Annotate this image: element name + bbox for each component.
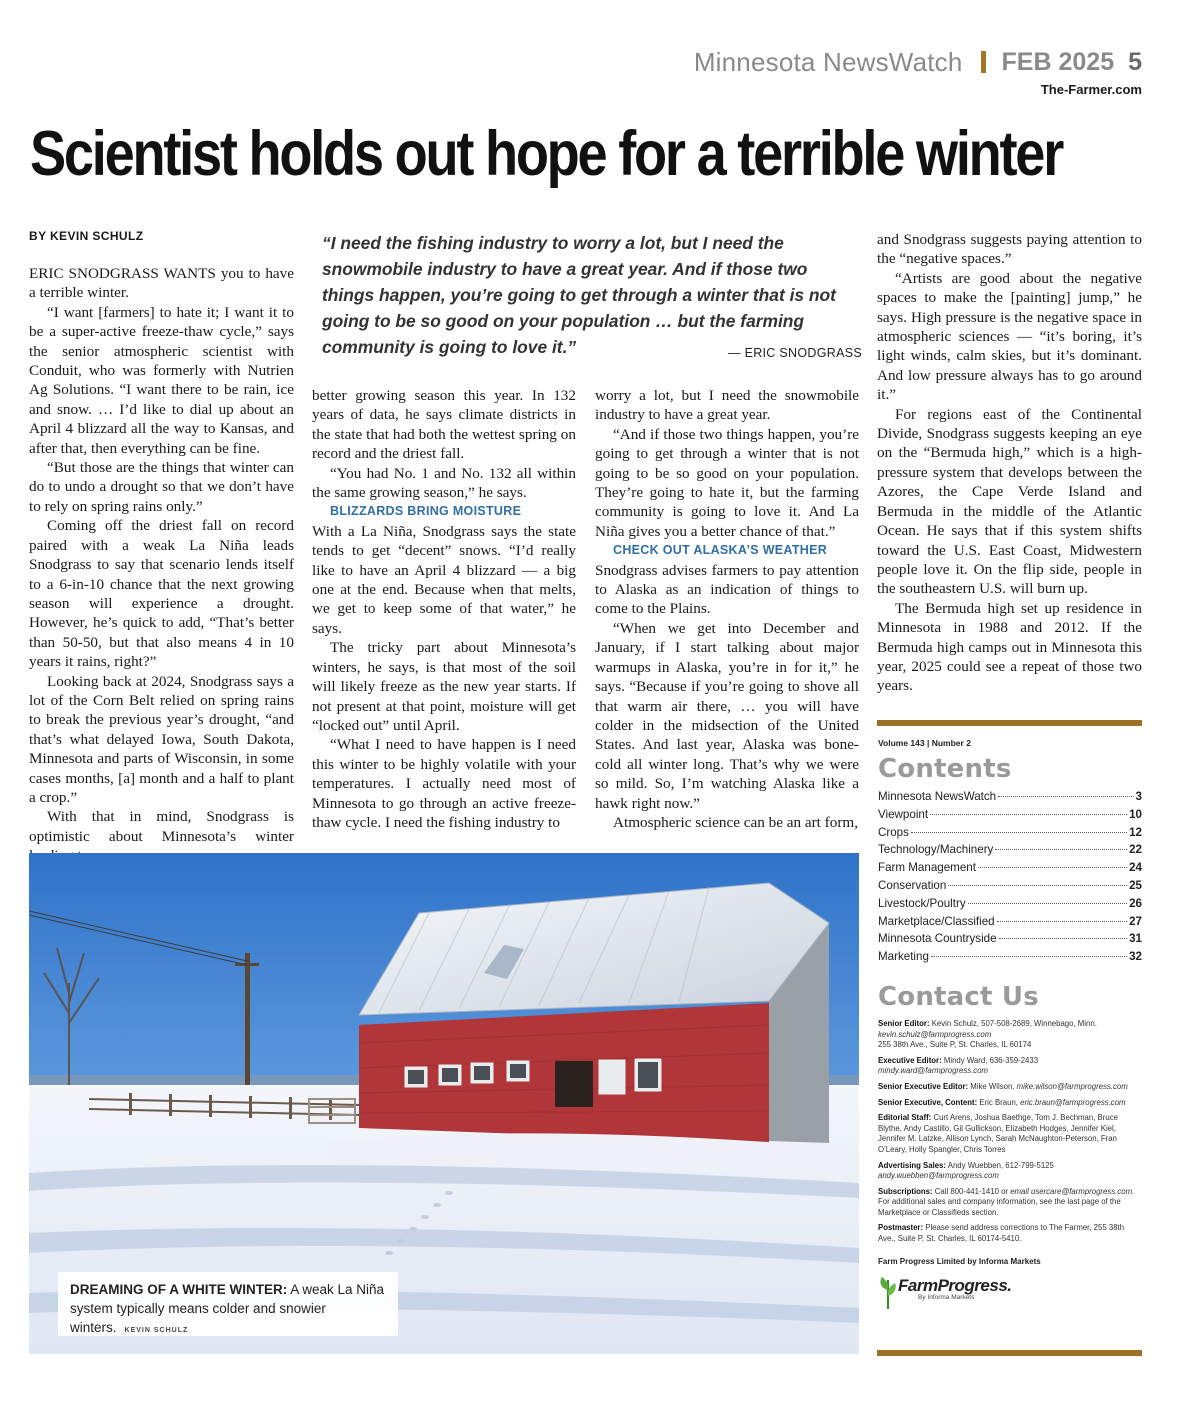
contact-advertising-sales: Advertising Sales: Andy Wuebben, 612-799-5125 andy.wuebben@farmprogress.com [878,1160,1054,1181]
paragraph: Coming off the driest fall on record paired with a weak La Niña leads Snodgrass to say that scenario lends itself to a 6-in-10 chance that the next growing season will experience a drought. However, he’s quick to add, “That’s better than 50-50, but that also means 4 in 10 years it rains, right?” [29,517,294,671]
toc-item[interactable] [878,913,1142,931]
table-of-contents [878,788,1142,966]
subhead-alaska: CHECK OUT ALASKA’S WEATHER [613,543,828,558]
contact-senior-executive-editor: Senior Executive Editor: Mike Wilson, mike.wilson@farmprogress.com [878,1081,1128,1091]
toc-label: Marketing [878,950,929,964]
photo-caption [58,1272,398,1336]
article-column-4 [877,230,1142,696]
sidebar-bottom-rule [877,1350,1142,1356]
photo-credit: KEVIN SCHULZ [124,1327,189,1334]
farm-progress-logo [878,1276,1142,1310]
paragraph: For regions east of the Continental Divide, Snodgrass suggests keeping an eye on the “Bermuda high,” which is a high-pressure system that develops between the Azores, the Cape Verde Island and Bermuda in the middle of the Atlantic Ocean. He says that if this system shifts toward the U.S. East Coast, Midwestern people love it. On the flip side, people in the southeastern U.S. will burn up. [877,405,1142,598]
volume-number: Volume 143 | Number 2 [878,738,971,748]
toc-item[interactable] [878,841,1142,859]
paragraph: worry a lot, but I need the snowmobile industry to have a great year. [595,387,859,424]
masthead [694,46,1142,78]
contact-email[interactable]: mindy.ward@farmprogress.com [878,1066,989,1076]
toc-item[interactable] [878,948,1142,966]
toc-label: Marketplace/Classified [878,914,995,928]
pull-quote-attribution: — ERIC SNODGRASS [728,346,862,360]
toc-page: 24 [1129,861,1142,875]
contact-email[interactable]: email usercare@farmprogress.com. [1010,1186,1135,1196]
toc-label: Conservation [878,878,947,892]
contact-email[interactable]: andy.wuebben@farmprogress.com [878,1171,999,1181]
subhead-blizzards: BLIZZARDS BRING MOISTURE [330,504,522,519]
toc-label: Crops [878,825,909,839]
contact-senior-executive-content: Senior Executive, Content: Eric Braun, eric.braun@farmprogress.com [878,1097,1126,1107]
toc-page: 22 [1129,843,1142,857]
toc-label: Farm Management [878,861,976,875]
caption-lead: DREAMING OF A WHITE WINTER: [70,1282,288,1297]
toc-label: Minnesota NewsWatch [878,790,997,803]
toc-label: Livestock/Poultry [878,896,966,910]
contact-email[interactable]: kevin.schulz@farmprogress.com [878,1029,992,1039]
leaf-icon [878,1276,898,1310]
sidebar-top-rule [877,720,1142,726]
article-column-3 [595,386,859,832]
paragraph: With that in mind, Snodgrass is optimistic about Minnesota’s winter [29,808,294,845]
paragraph: Looking back at 2024, Snodgrass says a lot of the Corn Belt relied on spring rains to break the previous year’s drought, “and that’s what delayed Iowa, South Dakota, Minnesota and parts of Wisconsin, in some cases months, [a] month and a half to plant a crop.” [29,672,294,806]
paragraph: ERIC SNODGRASS WANTS you to have a terrible winter. [29,265,294,302]
article-headline: Scientist holds out hope for a terrible winter [30,119,1063,189]
toc-page: 31 [1129,932,1142,946]
toc-label: Minnesota Countryside [878,932,997,946]
toc-page: 12 [1129,825,1142,839]
paragraph: “When we get into December and January, if I start talking about major warmups in Alaska, you’re in for it,” he says. “Because if you’re going to shove all that warm air there, … you will have colder in the midsection of the United States. And last year, Alaska was bone-cold all winter long. That’s why we were so mild. So, I’m watching Alaska like a hawk right now.” [595,619,859,812]
website-url[interactable]: The-Farmer.com [1040,82,1142,97]
toc-page: 27 [1129,914,1142,928]
toc-item[interactable] [878,859,1142,877]
paragraph: Snodgrass advises farmers to pay attention to Alaska as an indication of things to come to the Plains. [595,561,859,618]
contact-editorial-staff: Editorial Staff: Curt Arens, Joshua Baethge, Tom J. Bechman, Bruce Blythe, Andy Castillo, Gil Gullickson, Elizabeth Hodges, Jennifer Kiel, Jennifer M. Latzke, Allison Lynch, Sarah McNaughton-Peterson, Fran O’Leary, Holly Spangler, Chris Torres [878,1113,1118,1154]
toc-item[interactable] [878,877,1142,895]
contact-postmaster: Postmaster: Please send address corrections to The Farmer, 255 38th Ave., Suite P, St. Charles, IL 60174-5410. [878,1223,1125,1244]
contents-title: Contents [878,754,1012,784]
publication-name: Minnesota NewsWatch [693,46,963,77]
paragraph: better growing season this year. In 132 years of data, he says climate districts in the state that had both the wettest spring on record and the driest fall. [312,387,576,463]
paragraph: “Artists are good about the negative spaces to make the [painting] jump,” he says. High pressure is the negative space in atmospheric sciences — “it’s boring, it’s light winds, calm skies, but it’s dominant. And low pressure always has to go around it.” [877,269,1142,404]
article-column-1 [29,264,294,866]
toc-item[interactable] [878,895,1142,913]
paragraph: “But those are the things that winter can do to undo a drought so that we don’t have to rely on spring rains only.” [29,459,294,515]
logo-wordmark: FarmProgress. [898,1275,1012,1295]
paragraph: The tricky part about Minnesota’s winters, he says, is that most of the soil will likely freeze as the new year starts. If not present at that point, moisture will get “locked out” until April. [312,639,576,734]
toc-label: Viewpoint [878,807,929,821]
contact-email[interactable]: mike.wilson@farmprogress.com [1016,1081,1128,1091]
paragraph: With a La Niña, Snodgrass says the state tends to get “decent” snows. “I’d really like to have an April 4 blizzard — a big one at the end. Because when that melts, we get to keep some of that water,” he says. [312,522,576,637]
paragraph: “I want [farmers] to hate it; I want it to be a super-active freeze-thaw cycle,” says the senior atmospheric scientist with Conduit, who was formerly with Nutrien Ag Solutions. “I want there to be rain, ice and snow. … I’d like to dial up about an April 4 blizzard all the way to Kansas, and after that, then everything can be fine. [29,303,294,457]
paragraph: “You had No. 1 and No. 132 all within the same growing season,” he says. [312,464,576,502]
toc-page: 32 [1129,950,1142,964]
toc-item[interactable] [878,806,1142,824]
toc-item[interactable] [878,930,1142,948]
contact-senior-editor: Senior Editor: Kevin Schulz, 507-508-2689, Winnebago, Minn. kevin.schulz@farmprogress.com 255 38th Ave., Suite P, St. Charles, IL 60174 [878,1018,1097,1050]
issue-date: FEB 2025 [1001,47,1115,76]
toc-page: 25 [1129,878,1142,892]
article-column-2 [312,386,576,832]
toc-label: Technology/Machinery [878,843,994,857]
contact-email[interactable]: eric.braun@farmprogress.com [1020,1097,1126,1107]
page-number: 5 [1128,47,1142,76]
caption-text: A weak La Niña system typically means colder and snowier winters. [70,1282,385,1335]
toc-page: 26 [1129,896,1142,910]
contact-title: Contact Us [878,981,1039,1012]
toc-item[interactable] [878,824,1142,842]
toc-item[interactable] [878,788,1142,806]
toc-page: 3 [1135,790,1142,803]
contact-executive-editor: Executive Editor: Mindy Ward, 636-359-2433 mindy.ward@farmprogress.com [878,1055,1039,1076]
masthead-separator [981,51,986,73]
byline: BY KEVIN SCHULZ [29,229,144,243]
logo-subtitle: By Informa Markets [918,1293,975,1301]
paragraph: The Bermuda high set up residence in Minnesota in 1988 and 2012. If the Bermuda high camps out in Minnesota this year, 2025 could see a repeat of those two years. [877,599,1142,695]
toc-page: 10 [1129,807,1142,821]
company-name: Farm Progress Limited by Informa Markets [878,1256,1041,1266]
pull-quote [322,230,862,360]
pull-quote-text: “I need the fishing industry to worry a lot, but I need the snowmobile industry to have a great year. And if those two things happen, you’re going to get through a winter that is not going to be so good on your population … but the farming community is going to love it.” [322,233,836,357]
sidebar [878,738,1142,1310]
contact-subscriptions: Subscriptions: Call 800-441-1410 or email usercare@farmprogress.com. For additional sales and company information, see the last page of the Marketplace or Classifieds section. [878,1186,1135,1217]
paragraph: “What I need to have happen is I need this winter to be highly volatile with your temperatures. I actually need most of Minnesota to go through an active freeze-thaw cycle. I need the fishing industry to [312,736,576,831]
paragraph: and Snodgrass suggests paying attention to the “negative spaces.” [877,231,1142,268]
paragraph: Atmospheric science can be an art form, [613,813,859,831]
paragraph: “And if those two things happen, you’re going to get through a winter that is not going to be so good on your population. They’re going to hate it, but the farming community is going to love it. And La Niña gives you a better chance of that.” [595,425,859,540]
